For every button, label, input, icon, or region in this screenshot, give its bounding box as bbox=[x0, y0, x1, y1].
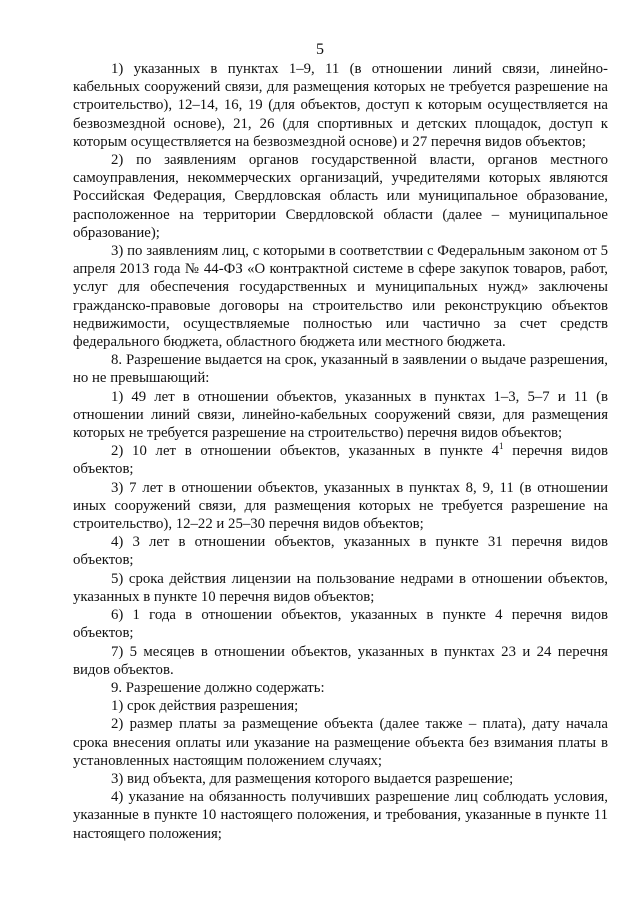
clause-8-subpoint-7: 7) 5 месяцев в отношении объектов, указанных в пунктах 23 и 24 перечня видов объектов. bbox=[73, 643, 608, 678]
clause-8-subpoint-2-tail: перечня видов объектов; bbox=[73, 443, 609, 478]
clause-9: 9. Разрешение должно содержать: bbox=[111, 679, 325, 696]
clause-8-subpoint-5: 5) срока действия лицензии на пользование недрами в отношении объектов, указанных в пункте 10 перечня видов объектов; bbox=[73, 570, 608, 605]
clause-8-subpoint-1: 1) 49 лет в отношении объектов, указанных в пунктах 1–3, 5–7 и 11 (в отношении линий связи, линейно-кабельных сооружений связи, для размещения которых не требуется разрешение на строительство) перечня видов объектов; bbox=[73, 388, 608, 442]
clause-9-subpoint-2: 2) размер платы за размещение объекта (далее также – плата), дату начала срока внесения оплаты или указание на размещение объекта без взимания платы в установленных настоящим положением случаях; bbox=[73, 716, 608, 769]
list-item-1-subpoint-2: 2) по заявлениям органов государственной власти, органов местного самоуправления, некоммерческих организаций, учредителями которых являются Российская Федерация, Свердловская область или муниципальное образование, расположенное на территории Свердловской области (далее – муниципальное образование); bbox=[73, 152, 608, 241]
clause-9-subpoint-1: 1) срок действия разрешения; bbox=[111, 698, 299, 715]
clause-9-subpoint-4: 4) указание на обязанность получивших разрешение лиц соблюдать условия, указанные в пункте 10 настоящего положения, и требования, указанные в пункте 11 настоящего положения; bbox=[73, 789, 608, 842]
clause-8: 8. Разрешение выдается на срок, указанный в заявлении о выдаче разрешения, но не превышающий: bbox=[73, 352, 608, 387]
clause-9-subpoint-3: 3) вид объекта, для размещения которого выдается разрешение; bbox=[111, 770, 514, 787]
clause-8-subpoint-2-text: 2) 10 лет в отношении объектов, указанных в пункте 4 bbox=[111, 443, 499, 460]
list-item-1-subpoint-1: 1) указанных в пунктах 1–9, 11 (в отношении линий связи, линейно-кабельных сооружений связи, для размещения которых не требуется разрешение на строительство), 12–14, 16, 19 (для объектов, доступ к которым осуществляется на безвозмездной основе), 21, 26 (для спортивных и детских площадок, доступ к которым осуществляется на безвозмездной основе) и 27 перечня видов объектов; bbox=[73, 61, 608, 150]
document-body bbox=[73, 60, 608, 843]
page-number: 5 bbox=[316, 41, 324, 58]
clause-8-subpoint-4: 4) 3 лет в отношении объектов, указанных в пункте 31 перечня видов объектов; bbox=[73, 534, 608, 569]
clause-8-subpoint-6: 6) 1 года в отношении объектов, указанных в пункте 4 перечня видов объектов; bbox=[73, 607, 608, 642]
list-item-1-subpoint-3: 3) по заявлениям лиц, с которыми в соответствии с Федеральным законом от 5 апреля 2013 года № 44-ФЗ «О контрактной системе в сфере закупок товаров, работ, услуг для обеспечения государственных и муниципальных нужд» заключены гражданско-правовые договоры на строительство или реконструкцию объектов недвижимости, осуществляемые полностью или частично за счет средств федерального бюджета, областного бюджета или местного бюджета. bbox=[73, 243, 608, 351]
clause-8-subpoint-3: 3) 7 лет в отношении объектов, указанных в пунктах 8, 9, 11 (в отношении иных сооружений связи, для размещения которых не требуется разрешение на строительство), 12–22 и 25–30 перечня видов объектов; bbox=[73, 479, 608, 533]
superscript-marker: 1 bbox=[499, 441, 504, 452]
clause-8-subpoint-2 bbox=[73, 442, 608, 478]
